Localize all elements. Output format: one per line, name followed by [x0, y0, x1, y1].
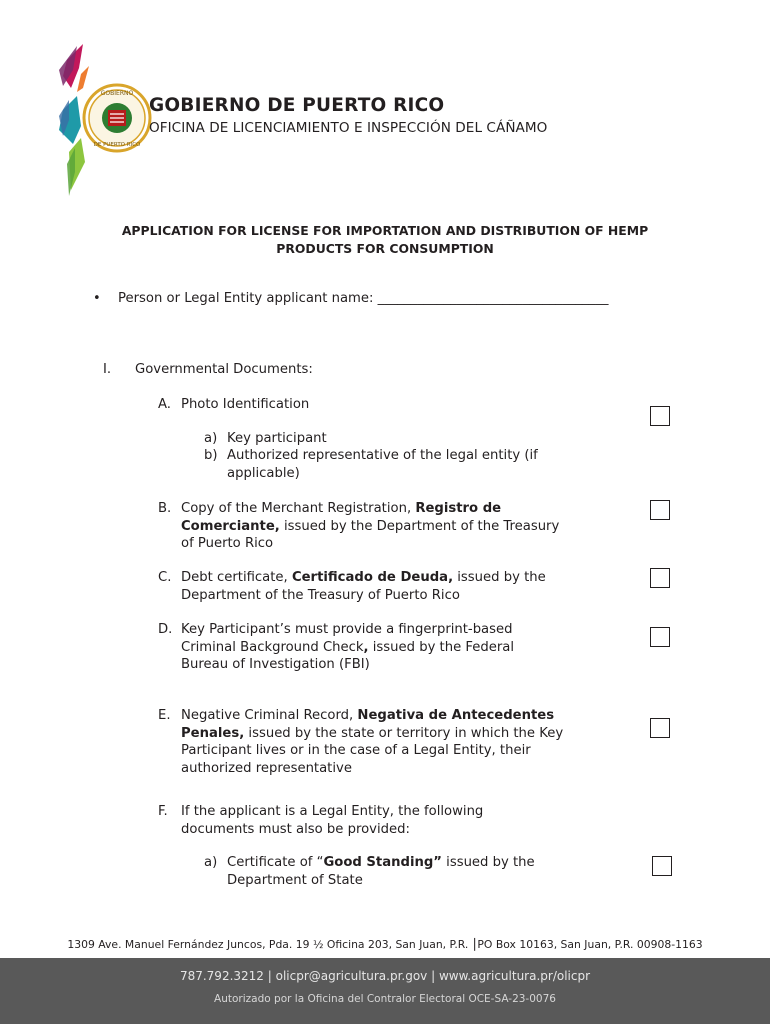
item-d-line3: Bureau of Investigation (FBI)	[181, 657, 370, 673]
item-a-sub-b-letter: b)	[204, 448, 218, 463]
item-d-line2-bold: ,	[363, 639, 369, 655]
item-f-letter: F.	[158, 804, 168, 819]
item-b-line1-pre: Copy of the Merchant Registration,	[181, 501, 416, 516]
checkbox-item-d[interactable]	[650, 627, 670, 647]
item-f-sub-line2: Department of State	[227, 872, 363, 888]
item-b-text	[181, 500, 581, 553]
org-title: GOBIERNO DE PUERTO RICO	[149, 95, 445, 116]
item-d-text	[181, 621, 581, 674]
seal-text-top: GOBIERNO	[100, 90, 134, 97]
section-number: I.	[103, 362, 112, 377]
org-subtitle: OFICINA DE LICENCIAMIENTO E INSPECCIÓN DEL CÁÑAMO	[149, 120, 548, 136]
item-e-line2-post: issued by the state or territory in which the Key	[244, 725, 564, 741]
checkbox-item-e[interactable]	[650, 718, 670, 738]
item-a-sub-b-text	[227, 447, 567, 482]
item-a-sub-b-line2: applicable)	[227, 465, 300, 481]
footer-contact: 787.792.3212 | olicpr@agricultura.pr.gov | www.agricultura.pr/olicpr	[179, 969, 591, 983]
ribbon-orange	[77, 66, 89, 92]
item-e-line4: authorized representative	[181, 760, 352, 776]
item-b-line3: of Puerto Rico	[181, 536, 274, 552]
item-d-line2-post: issued by the Federal	[368, 639, 515, 655]
item-e-letter: E.	[158, 708, 171, 723]
item-f-sub-line1-post: issued by the	[441, 855, 535, 870]
bullet-icon: •	[93, 291, 101, 306]
item-b-line2-post: issued by the Department of the Treasury	[279, 518, 560, 534]
item-f-line1: If the applicant is a Legal Entity, the following	[181, 804, 484, 819]
checkbox-item-f-a[interactable]	[652, 856, 672, 876]
section-label: Governmental Documents:	[135, 362, 313, 377]
seal-text-bottom: DE PUERTO RICO	[93, 142, 141, 148]
checkbox-item-a[interactable]	[650, 406, 670, 426]
item-c-text	[181, 569, 581, 604]
item-e-line3: Participant lives or in the case of a Legal Entity, their	[181, 743, 531, 759]
applicant-name-field[interactable]: Person or Legal Entity applicant name: ___________________________________	[118, 291, 609, 306]
item-b-letter: B.	[158, 501, 172, 516]
item-f-line2: documents must also be provided:	[181, 821, 410, 837]
logo	[55, 40, 155, 200]
item-c-line1-bold: Certificado de Deuda,	[291, 570, 454, 585]
item-a-sub-b-line1: Authorized representative of the legal entity (if	[227, 448, 538, 463]
item-e-line2-bold: Penales,	[181, 725, 245, 741]
item-f-sub-a-letter: a)	[204, 855, 218, 870]
item-e-line1-pre: Negative Criminal Record,	[181, 708, 358, 723]
checkbox-item-c[interactable]	[650, 568, 670, 588]
item-d-line2-pre: Criminal Background Check	[181, 639, 364, 655]
item-a-sub-a-text: Key participant	[227, 431, 327, 446]
item-e-line1-bold: Negativa de Antecedentes	[357, 708, 555, 723]
footer-address: 1309 Ave. Manuel Fernández Juncos, Pda. 19 ½ Oficina 203, San Juan, P.R. ⎮PO Box 10163, San Juan, P.R. 00908-1163	[67, 938, 703, 951]
item-d-line1: Key Participant’s must provide a fingerprint-based	[181, 622, 513, 637]
item-c-line1-pre: Debt certificate,	[181, 570, 292, 585]
title-line-1: APPLICATION FOR LICENSE FOR IMPORTATION AND DISTRIBUTION OF HEMP	[121, 223, 649, 238]
item-a-sub-a-letter: a)	[204, 431, 218, 446]
item-f-text	[181, 803, 581, 838]
logo-graphic	[55, 40, 155, 200]
item-c-line1-post: issued by the	[453, 570, 546, 585]
item-a-text: Photo Identification	[181, 397, 310, 412]
item-c-letter: C.	[158, 570, 172, 585]
checkbox-item-b[interactable]	[650, 500, 670, 520]
footer-band	[0, 958, 770, 1024]
item-b-line2-bold: Comerciante,	[181, 518, 280, 534]
item-f-sub-line1-pre: Certificate of “	[227, 855, 324, 870]
item-e-text	[181, 707, 581, 777]
item-a-letter: A.	[158, 397, 171, 412]
document-title	[90, 222, 680, 258]
title-line-2: PRODUCTS FOR CONSUMPTION	[276, 241, 494, 256]
item-f-sub-line1-bold: Good Standing”	[323, 855, 442, 870]
footer-note: Autorizado por la Oficina del Contralor Electoral OCE-SA-23-0076	[214, 993, 556, 1005]
item-c-line2: Department of the Treasury of Puerto Rico	[181, 587, 460, 603]
item-b-line1-bold: Registro de	[415, 501, 502, 516]
item-d-letter: D.	[158, 622, 173, 637]
item-f-sub-a-text	[227, 854, 567, 889]
